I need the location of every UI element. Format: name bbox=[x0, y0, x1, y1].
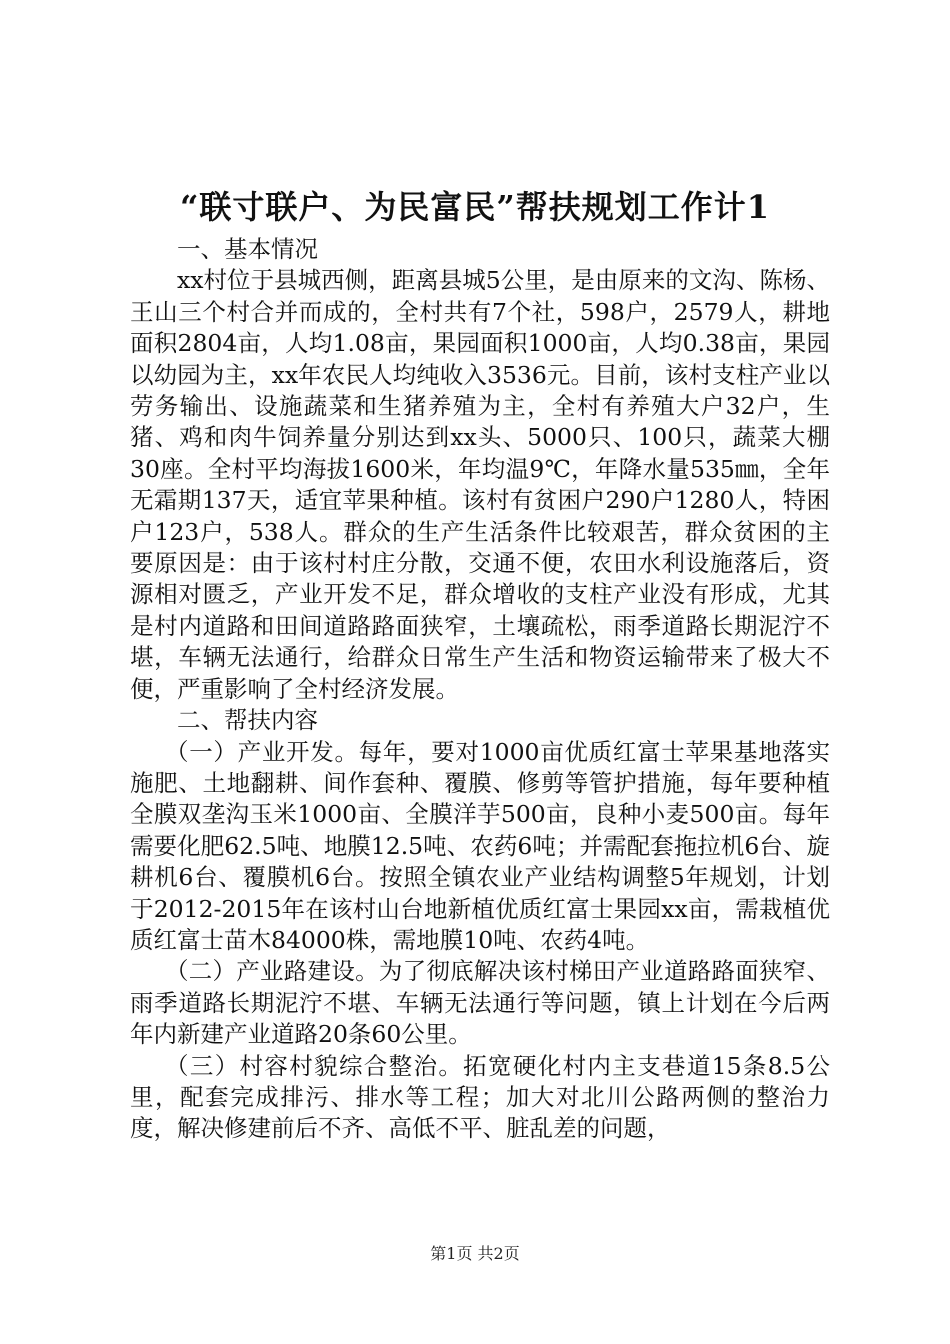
page-footer: 第1页 共2页 bbox=[430, 1244, 520, 1263]
paragraph-road-construction: （二）产业路建设。为了彻底解决该村梯田产业道路路面狭窄、雨季道路长期泥泞不堪、车辆无法通行等问题，镇上计划在今后两年内新建产业道路20条60公里。 bbox=[130, 957, 830, 1049]
paragraph-village-renovation: （三）村容村貌综合整治。拓宽硬化村内主支巷道15条8.5公里，配套完成排污、排水等工程；加大对北川公路两侧的整治力度，解决修建前后不齐、高低不平、脏乱差的问题， bbox=[130, 1051, 830, 1143]
paragraph-industry-development: （一）产业开发。每年，要对1000亩优质红富士苹果基地落实施肥、土地翻耕、间作套种、覆膜、修剪等管护措施，每年要种植全膜双垄沟玉米1000亩、全膜洋芋500亩，良种小麦500亩。每年需要化肥62.5吨、地膜12.5吨、农药6吨；并需配套拖拉机6台、旋耕机6台、覆膜机6台。按照全镇农业产业结构调整5年规划，计划于2012-2015年在该村山台地新植优质红富士果园xx亩，需栽植优质红富士苗木84000株，需地膜10吨、农药4吨。 bbox=[130, 737, 830, 954]
paragraph-basic-info: xx村位于县城西侧，距离县城5公里，是由原来的文沟、陈杨、王山三个村合并而成的，全村共有7个社，598户，2579人，耕地面积2804亩，人均1.08亩，果园面积1000亩，人均0.38亩，果园以幼园为主，xx年农民人均纯收入3536元。目前，该村支柱产业以劳务输出、设施蔬菜和生猪养殖为主，全村有养殖大户32户，生猪、鸡和肉牛饲养量分别达到xx头、5000只、100只，蔬菜大棚30座。全村平均海拔1600米，年均温9℃，年降水量535㎜，全年无霜期137天，适宜苹果种植。该村有贫困户290户1280人，特困户123户，538人。群众的生产生活条件比较艰苦，群众贫困的主要原因是：由于该村村庄分散，交通不便，农田水利设施落后，资源相对匮乏，产业开发不足，群众增收的支柱产业没有形成，尤其是村内道路和田间道路路面狭窄，土壤疏松，雨季道路长期泥泞不堪，车辆无法通行，给群众日常生产生活和物资运输带来了极大不便，严重影响了全村经济发展。 bbox=[130, 266, 830, 703]
section-heading-assistance: 二、帮扶内容 bbox=[177, 706, 318, 735]
document-title: “联寸联户、为民富民”帮扶规划工作计1 bbox=[179, 188, 771, 226]
section-heading-basic-info: 一、基本情况 bbox=[177, 235, 318, 263]
document-body bbox=[130, 234, 830, 1145]
